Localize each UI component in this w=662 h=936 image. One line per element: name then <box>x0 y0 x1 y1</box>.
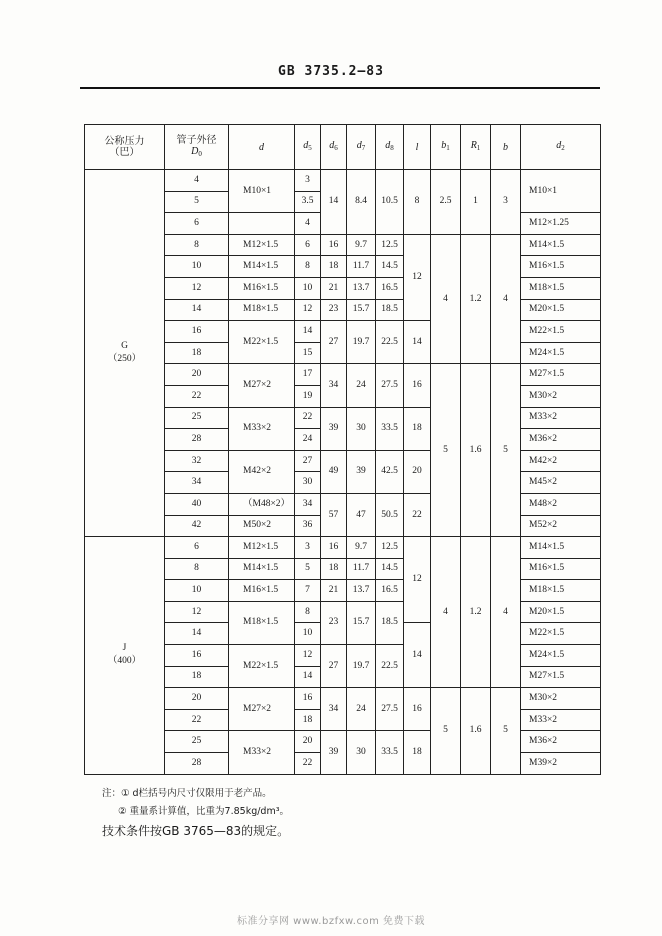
l-cell: 8 <box>404 170 431 235</box>
d0-cell: 34 <box>165 472 229 494</box>
d0-cell: 5 <box>165 191 229 213</box>
d5-cell: 34 <box>295 493 321 515</box>
col-header-pressure: 公称压力 （巴） <box>85 125 165 170</box>
l-cell: 16 <box>404 688 431 731</box>
d7-cell: 13.7 <box>347 277 376 299</box>
d-cell: M10×1 <box>229 170 295 213</box>
d2-cell: M52×2 <box>521 515 601 537</box>
technical-conditions: 技术条件按GB 3765—83的规定。 <box>102 824 290 838</box>
footnote-2: ② 重量系计算值，比重为7.85kg/dm³。 <box>118 806 290 817</box>
d8-cell: 42.5 <box>376 450 404 493</box>
l-cell: 22 <box>404 493 431 536</box>
table-row <box>85 537 601 559</box>
col-header-r1: $R_1$ <box>461 125 491 170</box>
b-cell: 3 <box>491 170 521 235</box>
d8-cell: 14.5 <box>376 256 404 278</box>
d7-cell: 30 <box>347 731 376 774</box>
d2-cell: M42×2 <box>521 450 601 472</box>
d0-cell: 22 <box>165 709 229 731</box>
d6-cell: 18 <box>321 558 347 580</box>
d2-cell: M36×2 <box>521 429 601 451</box>
d2-cell: M22×1.5 <box>521 623 601 645</box>
col-header-l: l <box>404 125 431 170</box>
d5-cell: 14 <box>295 666 321 688</box>
d7-cell: 9.7 <box>347 234 376 256</box>
d7-cell: 24 <box>347 364 376 407</box>
d2-cell: M30×2 <box>521 385 601 407</box>
d8-cell: 33.5 <box>376 407 404 450</box>
r1-cell: 1.2 <box>461 234 491 364</box>
d8-cell: 18.5 <box>376 601 404 644</box>
l-cell: 14 <box>404 321 431 364</box>
r1-cell: 1.6 <box>461 364 491 537</box>
d7-cell: 13.7 <box>347 580 376 602</box>
d2-cell: M45×2 <box>521 472 601 494</box>
d7-cell: 19.7 <box>347 645 376 688</box>
d2-cell: M27×1.5 <box>521 364 601 386</box>
d-cell: M12×1.5 <box>229 234 295 256</box>
d-cell: M14×1.5 <box>229 558 295 580</box>
d0-cell: 16 <box>165 645 229 667</box>
l-cell: 20 <box>404 450 431 493</box>
d0-cell: 40 <box>165 493 229 515</box>
d0-cell: 18 <box>165 342 229 364</box>
d6-cell: 57 <box>321 493 347 536</box>
b1-cell: 2.5 <box>431 170 461 235</box>
d7-cell: 24 <box>347 688 376 731</box>
d7-cell: 9.7 <box>347 537 376 559</box>
d7-cell: 11.7 <box>347 256 376 278</box>
d-cell: M22×1.5 <box>229 645 295 688</box>
d5-cell: 30 <box>295 472 321 494</box>
d2-cell: M16×1.5 <box>521 256 601 278</box>
d6-cell: 16 <box>321 537 347 559</box>
d5-cell: 20 <box>295 731 321 753</box>
d7-cell: 47 <box>347 493 376 536</box>
d0-cell: 22 <box>165 385 229 407</box>
d8-cell: 22.5 <box>376 321 404 364</box>
table-header-row <box>85 125 601 170</box>
header-rule <box>80 87 600 89</box>
d-cell: M14×1.5 <box>229 256 295 278</box>
d7-cell: 39 <box>347 450 376 493</box>
b1-cell: 4 <box>431 234 461 364</box>
d2-cell: M39×2 <box>521 753 601 775</box>
d5-cell: 10 <box>295 277 321 299</box>
d6-cell: 49 <box>321 450 347 493</box>
d8-cell: 16.5 <box>376 580 404 602</box>
d8-cell: 18.5 <box>376 299 404 321</box>
footnote-1: 注：① d栏括号内尺寸仅限用于老产品。 <box>102 788 272 799</box>
d7-cell: 11.7 <box>347 558 376 580</box>
d-cell: （M48×2） <box>229 493 295 515</box>
d8-cell: 27.5 <box>376 688 404 731</box>
d5-cell: 27 <box>295 450 321 472</box>
d6-cell: 34 <box>321 688 347 731</box>
d-cell: M12×1.5 <box>229 537 295 559</box>
d2-cell: M27×1.5 <box>521 666 601 688</box>
d0-cell: 8 <box>165 234 229 256</box>
d5-cell: 12 <box>295 645 321 667</box>
d8-cell: 12.5 <box>376 234 404 256</box>
d-cell: M16×1.5 <box>229 580 295 602</box>
pressure-group-j: J （400） <box>85 537 165 775</box>
d6-cell: 23 <box>321 299 347 321</box>
d2-cell: M20×1.5 <box>521 601 601 623</box>
d0-cell: 28 <box>165 753 229 775</box>
d0-cell: 12 <box>165 277 229 299</box>
d0-cell: 20 <box>165 688 229 710</box>
d5-cell: 7 <box>295 580 321 602</box>
d0-cell: 10 <box>165 580 229 602</box>
d8-cell: 27.5 <box>376 364 404 407</box>
col-header-d5: $d_5$ <box>295 125 321 170</box>
d0-cell: 6 <box>165 213 229 235</box>
d6-cell: 39 <box>321 731 347 774</box>
d5-cell: 10 <box>295 623 321 645</box>
d6-cell: 23 <box>321 601 347 644</box>
d7-cell: 8.4 <box>347 170 376 235</box>
d-cell: M33×2 <box>229 731 295 774</box>
b1-cell: 5 <box>431 364 461 537</box>
d2-cell: M14×1.5 <box>521 537 601 559</box>
b-cell: 5 <box>491 688 521 774</box>
d0-cell: 32 <box>165 450 229 472</box>
d6-cell: 27 <box>321 321 347 364</box>
b-cell: 4 <box>491 234 521 364</box>
d2-cell: M20×1.5 <box>521 299 601 321</box>
d8-cell: 50.5 <box>376 493 404 536</box>
d0-cell: 12 <box>165 601 229 623</box>
d2-cell: M14×1.5 <box>521 234 601 256</box>
d0-cell: 25 <box>165 731 229 753</box>
d2-cell: M12×1.25 <box>521 213 601 235</box>
col-header-d: d <box>229 125 295 170</box>
d2-cell: M18×1.5 <box>521 580 601 602</box>
col-header-b: b <box>491 125 521 170</box>
l-cell: 12 <box>404 537 431 623</box>
dimension-table <box>84 124 601 775</box>
table-row <box>85 170 601 192</box>
d5-cell: 4 <box>295 213 321 235</box>
d5-cell: 3.5 <box>295 191 321 213</box>
d5-cell: 19 <box>295 385 321 407</box>
d-cell: M42×2 <box>229 450 295 493</box>
d0-cell: 20 <box>165 364 229 386</box>
d2-cell: M33×2 <box>521 407 601 429</box>
l-cell: 16 <box>404 364 431 407</box>
d7-cell: 19.7 <box>347 321 376 364</box>
d0-cell: 18 <box>165 666 229 688</box>
d5-cell: 17 <box>295 364 321 386</box>
d5-cell: 14 <box>295 321 321 343</box>
b1-cell: 5 <box>431 688 461 774</box>
d6-cell: 14 <box>321 170 347 235</box>
d5-cell: 16 <box>295 688 321 710</box>
l-cell: 14 <box>404 623 431 688</box>
d2-cell: M48×2 <box>521 493 601 515</box>
d0-cell: 42 <box>165 515 229 537</box>
d0-cell: 28 <box>165 429 229 451</box>
d0-cell: 4 <box>165 170 229 192</box>
footer-watermark: 标准分享网 www.bzfxw.com 免费下载 <box>237 916 425 927</box>
d5-cell: 24 <box>295 429 321 451</box>
d8-cell: 10.5 <box>376 170 404 235</box>
r1-cell: 1.2 <box>461 537 491 688</box>
d0-cell: 10 <box>165 256 229 278</box>
d7-cell: 15.7 <box>347 601 376 644</box>
col-header-b1: $b_1$ <box>431 125 461 170</box>
d-cell: M50×2 <box>229 515 295 537</box>
d0-cell: 14 <box>165 623 229 645</box>
d2-cell: M33×2 <box>521 709 601 731</box>
l-cell: 12 <box>404 234 431 320</box>
d-cell: M22×1.5 <box>229 321 295 364</box>
d0-cell: 16 <box>165 321 229 343</box>
col-header-d8: $d_8$ <box>376 125 404 170</box>
d-cell: M33×2 <box>229 407 295 450</box>
d2-cell: M16×1.5 <box>521 558 601 580</box>
d8-cell: 16.5 <box>376 277 404 299</box>
d2-cell: M30×2 <box>521 688 601 710</box>
pressure-group-g: G （250） <box>85 170 165 537</box>
d2-cell: M22×1.5 <box>521 321 601 343</box>
d6-cell: 16 <box>321 234 347 256</box>
d5-cell: 8 <box>295 601 321 623</box>
d8-cell: 33.5 <box>376 731 404 774</box>
d5-cell: 22 <box>295 753 321 775</box>
d6-cell: 21 <box>321 580 347 602</box>
d2-cell: M18×1.5 <box>521 277 601 299</box>
r1-cell: 1.6 <box>461 688 491 774</box>
d5-cell: 3 <box>295 170 321 192</box>
d0-cell: 14 <box>165 299 229 321</box>
d2-cell: M24×1.5 <box>521 342 601 364</box>
b-cell: 5 <box>491 364 521 537</box>
r1-cell: 1 <box>461 170 491 235</box>
d5-cell: 6 <box>295 234 321 256</box>
d6-cell: 27 <box>321 645 347 688</box>
d6-cell: 18 <box>321 256 347 278</box>
d0-cell: 6 <box>165 537 229 559</box>
b1-cell: 4 <box>431 537 461 688</box>
col-header-d7: $d_7$ <box>347 125 376 170</box>
col-header-d0: 管子外径 $D_0$ <box>165 125 229 170</box>
d5-cell: 18 <box>295 709 321 731</box>
d5-cell: 36 <box>295 515 321 537</box>
d2-cell: M36×2 <box>521 731 601 753</box>
col-header-d6: $d_6$ <box>321 125 347 170</box>
col-header-d2: $d_2$ <box>521 125 601 170</box>
d-cell-empty <box>229 213 295 235</box>
d2-cell: M10×1 <box>521 170 601 213</box>
d-cell: M27×2 <box>229 688 295 731</box>
d5-cell: 3 <box>295 537 321 559</box>
d7-cell: 30 <box>347 407 376 450</box>
d-cell: M18×1.5 <box>229 601 295 644</box>
d5-cell: 22 <box>295 407 321 429</box>
d8-cell: 14.5 <box>376 558 404 580</box>
d-cell: M18×1.5 <box>229 299 295 321</box>
d-cell: M27×2 <box>229 364 295 407</box>
l-cell: 18 <box>404 731 431 774</box>
d8-cell: 22.5 <box>376 645 404 688</box>
b-cell: 4 <box>491 537 521 688</box>
d6-cell: 34 <box>321 364 347 407</box>
d0-cell: 8 <box>165 558 229 580</box>
d5-cell: 5 <box>295 558 321 580</box>
d2-cell: M24×1.5 <box>521 645 601 667</box>
d8-cell: 12.5 <box>376 537 404 559</box>
l-cell: 18 <box>404 407 431 450</box>
d5-cell: 8 <box>295 256 321 278</box>
d0-cell: 25 <box>165 407 229 429</box>
d7-cell: 15.7 <box>347 299 376 321</box>
d5-cell: 12 <box>295 299 321 321</box>
standard-code-header: GB 3735.2—83 <box>278 64 384 79</box>
d5-cell: 15 <box>295 342 321 364</box>
d6-cell: 21 <box>321 277 347 299</box>
d-cell: M16×1.5 <box>229 277 295 299</box>
d6-cell: 39 <box>321 407 347 450</box>
